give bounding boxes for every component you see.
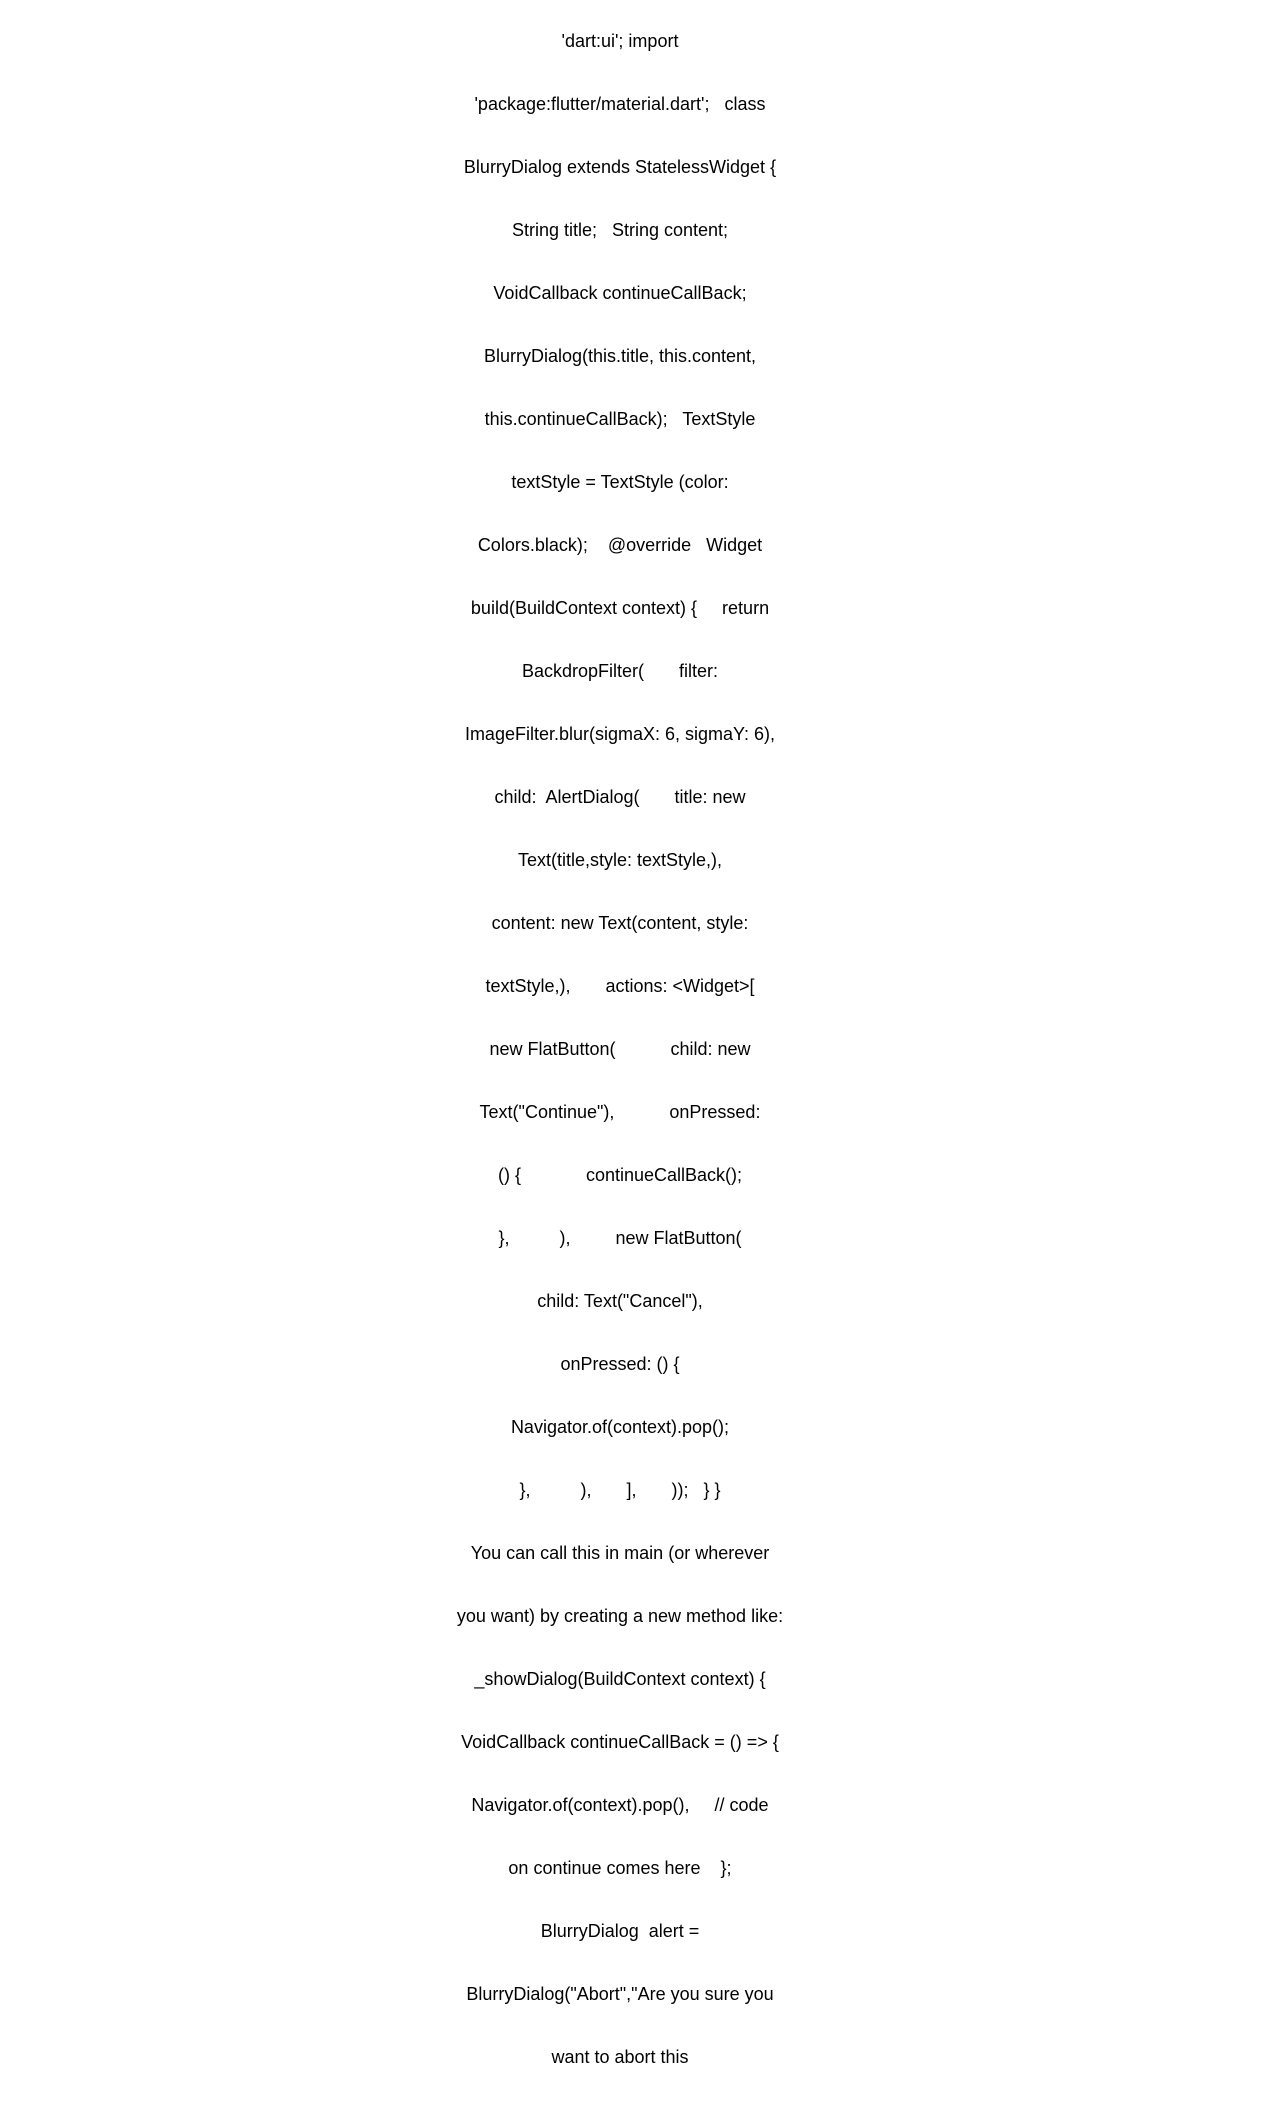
text-line: String title; String content; <box>511 220 729 240</box>
text-line: You can call this in main (or wherever <box>470 1543 770 1563</box>
text-line: 'dart:ui'; import <box>561 31 679 51</box>
text-line: child: AlertDialog( title: new <box>494 787 746 807</box>
text-line: Colors.black); @override Widget <box>477 535 763 555</box>
text-line: BlurryDialog alert = <box>540 1921 700 1941</box>
text-line: Text("Continue"), onPressed: <box>479 1102 761 1122</box>
text-line: BlurryDialog("Abort","Are you sure you <box>466 1984 774 2004</box>
text-line: new FlatButton( child: new <box>489 1039 751 1059</box>
text-line: Navigator.of(context).pop(), // code <box>471 1795 769 1815</box>
text-line: BlurryDialog(this.title, this.content, <box>483 346 757 366</box>
text-line: ImageFilter.blur(sigmaX: 6, sigmaY: 6), <box>464 724 776 744</box>
text-line: VoidCallback continueCallBack = () => { <box>461 1732 779 1752</box>
text-line: textStyle,), actions: <Widget>[ <box>485 976 755 996</box>
text-line: textStyle = TextStyle (color: <box>511 472 729 492</box>
text-line: }, ), new FlatButton( <box>498 1228 742 1248</box>
text-line: VoidCallback continueCallBack; <box>493 283 747 303</box>
text-line: build(BuildContext context) { return <box>470 598 770 618</box>
text-line: want to abort this <box>551 2047 689 2067</box>
text-line: }, ), ], )); } } <box>519 1480 721 1500</box>
text-line: Navigator.of(context).pop(); <box>510 1417 730 1437</box>
text-line: BlurryDialog extends StatelessWidget { <box>463 157 777 177</box>
text-line: () { continueCallBack(); <box>497 1165 743 1185</box>
text-line: on continue comes here }; <box>508 1858 732 1878</box>
text-line: you want) by creating a new method like: <box>456 1606 784 1626</box>
text-line: this.continueCallBack); TextStyle <box>484 409 756 429</box>
text-line: BackdropFilter( filter: <box>521 661 719 681</box>
text-line: Text(title,style: textStyle,), <box>517 850 723 870</box>
code-text-block <box>440 0 800 2110</box>
text-line: 'package:flutter/material.dart'; class <box>474 94 766 114</box>
text-line: _showDialog(BuildContext context) { <box>474 1669 766 1689</box>
text-line: onPressed: () { <box>560 1354 680 1374</box>
text-line: content: new Text(content, style: <box>491 913 749 933</box>
text-line: child: Text("Cancel"), <box>537 1291 703 1311</box>
